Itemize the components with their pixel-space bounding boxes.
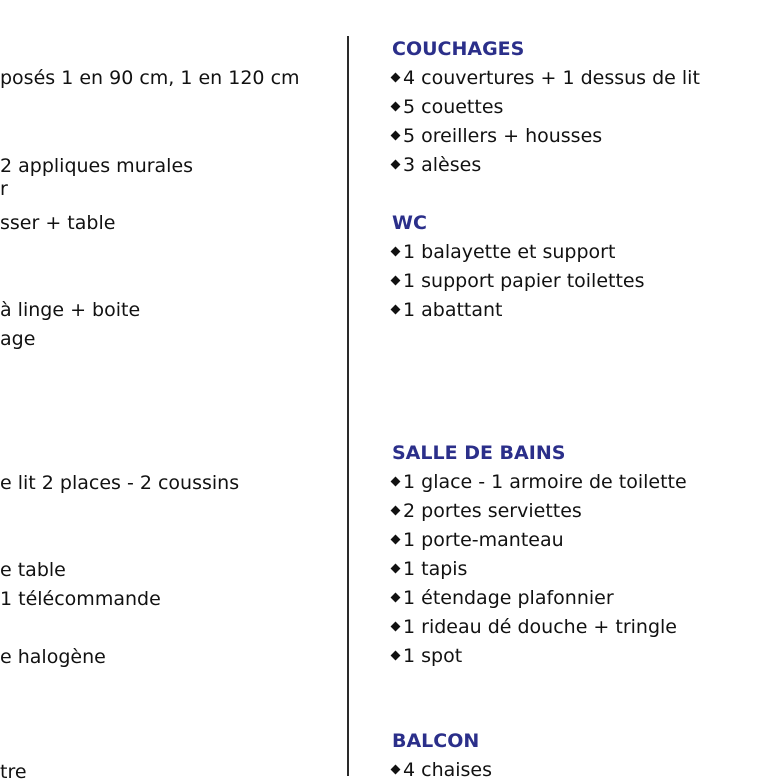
left-line: 1 télécommande xyxy=(0,588,161,610)
list-item: 4 couvertures + 1 dessus de lit xyxy=(392,66,700,90)
left-line: tre xyxy=(0,761,27,783)
list-item: 2 portes serviettes xyxy=(392,499,582,523)
bullet-icon xyxy=(391,477,401,487)
bullet-icon xyxy=(391,535,401,545)
bullet-icon xyxy=(391,160,401,170)
list-item: 5 oreillers + housses xyxy=(392,124,602,148)
section-title-salle-de-bains: SALLE DE BAINS xyxy=(392,442,566,464)
list-item: 1 support papier toilettes xyxy=(392,269,645,293)
list-item: 1 spot xyxy=(392,644,462,668)
left-column xyxy=(0,0,345,783)
left-line: e lit 2 places - 2 coussins xyxy=(0,472,240,494)
list-item: 1 tapis xyxy=(392,557,467,581)
list-item: 1 abattant xyxy=(392,298,503,322)
bullet-icon xyxy=(391,765,401,775)
left-line: r xyxy=(0,178,8,200)
bullet-icon xyxy=(391,622,401,632)
left-line: 2 appliques murales xyxy=(0,155,194,177)
bullet-icon xyxy=(391,276,401,286)
list-item: 1 étendage plafonnier xyxy=(392,586,614,610)
list-item: 5 couettes xyxy=(392,95,503,119)
bullet-icon xyxy=(391,131,401,141)
left-line: e halogène xyxy=(0,646,106,668)
bullet-icon xyxy=(391,305,401,315)
bullet-icon xyxy=(391,651,401,661)
left-line: sser + table xyxy=(0,212,116,234)
list-item: 4 chaises xyxy=(392,758,492,768)
bullet-icon xyxy=(391,73,401,83)
section-title-balcon: BALCON xyxy=(392,730,480,752)
left-line: posés 1 en 90 cm, 1 en 120 cm xyxy=(0,67,300,89)
list-item: 3 alèses xyxy=(392,153,481,177)
bullet-icon xyxy=(391,247,401,257)
bullet-icon xyxy=(391,593,401,603)
section-title-couchages: COUCHAGES xyxy=(392,38,525,60)
list-item: 1 balayette et support xyxy=(392,240,615,264)
bullet-icon xyxy=(391,506,401,516)
list-item: 1 rideau dé douche + tringle xyxy=(392,615,677,639)
left-line: e table xyxy=(0,559,66,581)
list-item: 1 porte-manteau xyxy=(392,528,564,552)
bullet-icon xyxy=(391,102,401,112)
left-line: age xyxy=(0,328,36,350)
right-column xyxy=(392,0,768,781)
left-line: à linge + boite xyxy=(0,299,141,321)
column-divider xyxy=(347,36,349,776)
section-title-wc: WC xyxy=(392,212,427,234)
bullet-icon xyxy=(391,564,401,574)
list-item: 1 glace - 1 armoire de toilette xyxy=(392,470,687,494)
